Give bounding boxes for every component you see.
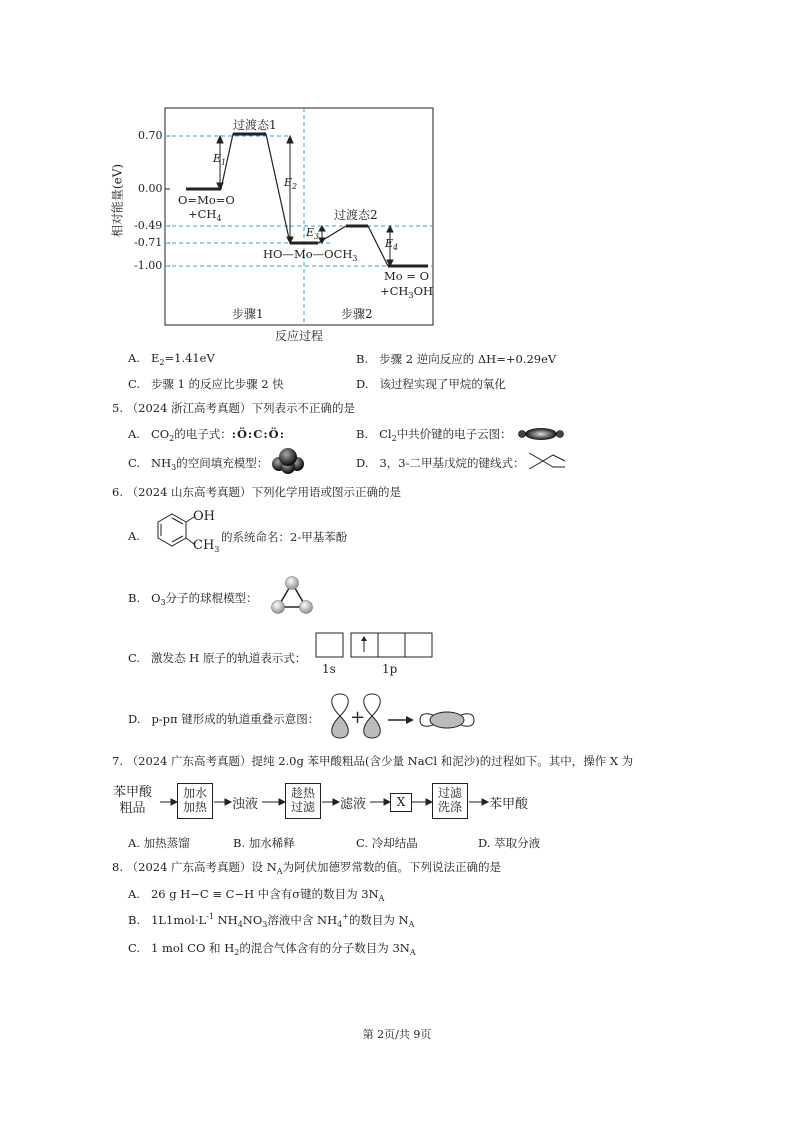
q8-option-b: B. $1L1mol\cdot L^{-1}$ $NH_4NO_3$溶液中含 $NH_4^+$的数目为 $N_A$ [128,912,415,929]
e4-label: $E_4$ [385,237,399,252]
q7-option-c: C. 冷却结晶 [356,836,418,850]
species-start-1: O=Mo=O [178,193,235,207]
q7-option-a: A. 加热蒸馏 [128,836,190,850]
flow-box-x: X [390,793,412,812]
q5-option-c: C. $NH_3$的空间填充模型： [128,456,269,472]
q8-option-c: C. 1 mol CO 和 $H_2$的混合气体含有的分子数目为 $3N_A$ [128,941,416,957]
e2-label: $E_2$ [284,176,298,191]
species-start-2: $+CH_4$ [188,207,222,223]
page-footer: 第 2页/共 9页 [362,1028,432,1041]
o3-ball-stick-model [268,575,318,617]
q4-option-a: A. $E_2=1.41eV$ [128,351,215,367]
q8-option-a: A. 26 g H−C ≡ C−H 中含有σ键的数目为 $3N_A$ [128,887,385,903]
q5-option-b: B. $Cl_2$中共价键的电子云图： [356,427,512,443]
species-end-1: Mo = O [384,269,430,283]
flow-box-filter-wash: 过滤 洗涤 [432,783,468,819]
ytick-100: -1.00 [134,259,163,272]
flow-start: 苯甲酸 粗品 [113,785,153,816]
q6-option-d: D. p-pπ 键形成的轨道重叠示意图： [128,712,320,726]
q6-a-ch3: $CH_3$ [193,538,220,554]
q6-option-a-text: 的系统命名：2-甲基苯酚 [221,530,348,544]
species-mid: $HO—Mo—OCH_3$ [263,247,358,263]
ytick-000: 0.00 [138,182,163,195]
ytick-049: -0.49 [134,219,163,232]
x-axis-label: 反应过程 [275,329,324,343]
q7-option-d: D. 萃取分液 [478,836,541,850]
q5-option-d: D. 3，3-二甲基戊烷的键线式： [356,456,525,470]
ytick-070: 0.70 [138,129,163,142]
flow-box-heat-water: 加水 加热 [177,783,213,819]
q6-a-oh: OH [193,509,215,524]
orbital-1p-label: 1p [382,662,398,676]
y-axis-label-wrap [100,150,130,250]
e1-label: $E_1$ [213,152,227,167]
q6-option-a-label: A. [128,529,140,543]
plus-sign: + [350,707,366,728]
flow-filtrate: 滤液 [340,797,367,812]
q6-option-b: B. $O_3$分子的球棍模型： [128,591,258,607]
ytick-071: -0.71 [134,236,163,249]
step2-label: 步骤2 [341,307,373,321]
q7-option-b: B. 加水稀释 [233,836,295,850]
ts2-label: 过渡态2 [334,208,378,222]
flow-end: 苯甲酸 [489,797,529,812]
q4-option-c: C. 步骤 1 的反应比步骤 2 快 [128,377,284,391]
y-axis-label: 相对能量(eV) [110,163,125,238]
flow-box-hot-filter: 趁热 过滤 [285,783,321,819]
ts1-label: 过渡态1 [233,118,277,132]
q4-option-b: B. 步骤 2 逆向反应的 ΔH=+0.29eV [356,352,557,366]
cl2-electron-cloud [517,426,567,442]
orbital-boxes [315,632,433,660]
e3-label: $E_3$ [306,226,320,241]
skeletal-formula-33-dimethylpentane [527,451,567,471]
step1-label: 步骤1 [232,307,264,321]
q5-option-a: A. $CO_2$的电子式：:Ö:C:Ö: [128,427,285,443]
species-end-2: $+CH_3OH$ [380,284,434,300]
flow-arrows [150,795,495,809]
q6-stem: 6. （2024 山东高考真题）下列化学用语或图示正确的是 [112,485,402,499]
q7-stem: 7. （2024 广东高考真题）提纯 2.0g 苯甲酸粗品(含少量 NaCl 和泥沙)的过程如下。其中，操作 X 为 [112,754,634,768]
flow-turbid: 浊液 [232,797,259,812]
orbital-1s-label: 1s [322,662,336,676]
q5-stem: 5. （2024 浙江高考真题）下列表示不正确的是 [112,401,356,415]
q6-option-c: C. 激发态 H 原子的轨道表示式： [128,651,307,665]
nh3-space-filling-model [271,446,305,474]
q8-stem: 8. （2024 广东高考真题）设 $N_A$为阿伏加德罗常数的值。下列说法正确的是 [112,860,502,876]
q4-option-d: D. 该过程实现了甲烷的氧化 [356,377,506,391]
